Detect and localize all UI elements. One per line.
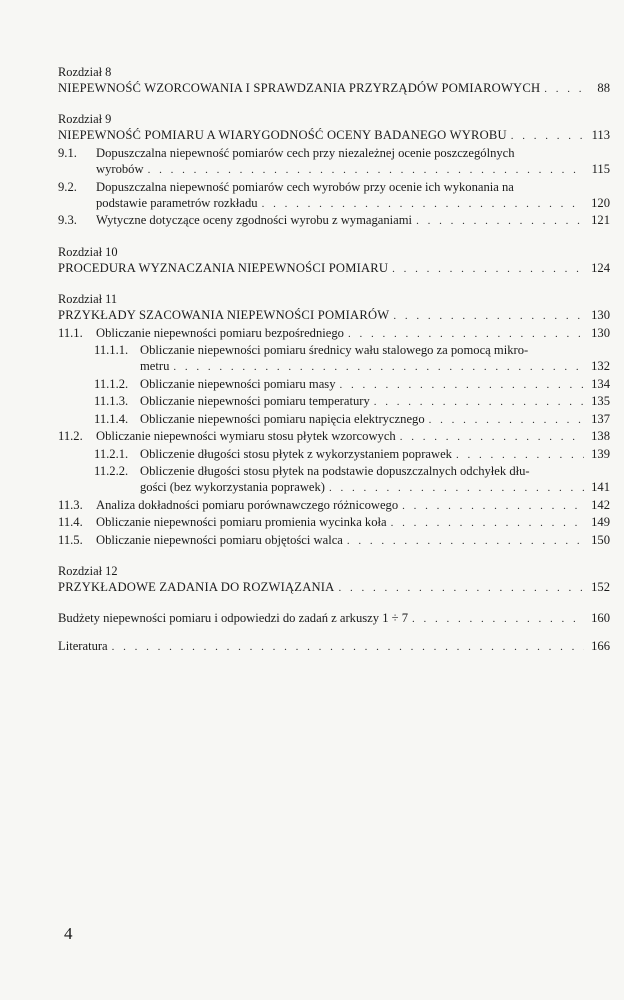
entry-title: NIEPEWNOŚĆ POMIARU A WIARYGODNOŚĆ OCENY BADANEGO WYROBU <box>58 128 507 143</box>
page-reference: 134 <box>591 376 610 391</box>
entry-title: Obliczenie długości stosu płytek z wykorzystaniem poprawek <box>140 446 452 461</box>
page-reference: 160 <box>591 611 610 626</box>
page-reference: 141 <box>591 480 610 495</box>
chapter-label: Rozdział 11 <box>58 292 118 307</box>
toc-extra-entry <box>58 638 610 655</box>
chapter-label: Rozdział 8 <box>58 65 112 79</box>
entry-title: Obliczanie niepewności pomiaru temperatury <box>140 394 370 409</box>
page-reference: 149 <box>591 515 610 530</box>
chapter-label: Rozdział 9 <box>58 112 112 127</box>
toc-entry <box>58 393 610 410</box>
table-of-contents <box>58 64 610 655</box>
page-reference: 132 <box>591 359 610 374</box>
chapter-block <box>58 563 610 596</box>
page-reference: 137 <box>591 411 610 426</box>
section-number: 11.2. <box>58 429 83 444</box>
page-reference: 138 <box>591 429 610 444</box>
entry-title: PROCEDURA WYZNACZANIA NIEPEWNOŚCI POMIARU <box>58 260 389 275</box>
section-number: 9.1. <box>58 145 77 160</box>
entry-title: NIEPEWNOŚĆ WZORCOWANIA I SPRAWDZANIA PRZYRZĄDÓW POMIAROWYCH <box>58 81 541 95</box>
page-reference: 121 <box>591 213 610 228</box>
section-number: 11.1.4. <box>94 411 129 426</box>
toc-entry <box>58 212 610 229</box>
section-number: 11.2.2. <box>94 463 129 478</box>
page-reference: 142 <box>591 497 610 512</box>
entry-title: Wytyczne dotyczące oceny zgodności wyrobu z wymaganiami <box>96 213 413 228</box>
toc-entry <box>58 325 610 342</box>
page-reference: 130 <box>591 308 610 323</box>
toc-entry <box>58 376 610 393</box>
dot-leader <box>148 162 584 178</box>
dot-leader <box>412 611 584 627</box>
toc-extra-entry <box>58 610 610 627</box>
entry-title-line2: wyrobów <box>96 162 144 177</box>
toc-entry-multiline <box>58 342 610 376</box>
section-number: 11.1.3. <box>94 394 129 409</box>
section-number: 11.3. <box>58 497 83 512</box>
page-number: 4 <box>64 924 73 943</box>
section-number: 11.1.1. <box>94 343 129 358</box>
entry-title-line1: Obliczanie niepewności pomiaru średnicy wału stalowego za pomocą mikro- <box>140 343 529 358</box>
dot-leader <box>340 377 585 393</box>
entry-title: Obliczanie niepewności pomiaru masy <box>140 376 336 391</box>
chapter-block <box>58 244 610 277</box>
section-number: 11.1.2. <box>94 376 129 391</box>
dot-leader <box>511 128 584 144</box>
chapter-title-row <box>58 80 610 97</box>
entry-title-line1: Dopuszczalna niepewność pomiarów cech wyrobów przy ocenie ich wykonania na <box>96 179 514 194</box>
chapter-title-row <box>58 579 610 596</box>
toc-entry <box>58 428 610 445</box>
toc-entry-multiline <box>58 145 610 179</box>
toc-entry <box>58 514 610 531</box>
entry-title: Obliczanie niepewności wymiaru stosu płytek wzorcowych <box>96 429 396 444</box>
page-reference: 135 <box>591 394 610 409</box>
dot-leader <box>329 480 584 496</box>
entry-title: Analiza dokładności pomiaru porównawczego różnicowego <box>96 497 399 512</box>
page-reference: 130 <box>591 325 610 340</box>
page-reference: 152 <box>591 579 610 594</box>
entry-title: Obliczanie niepewności pomiaru promienia wycinka koła <box>96 515 387 530</box>
section-number: 11.1. <box>58 325 83 340</box>
section-number: 9.2. <box>58 179 77 194</box>
dot-leader <box>392 261 584 277</box>
page-reference: 166 <box>591 638 610 653</box>
toc-entry <box>58 411 610 428</box>
page-reference: 88 <box>597 81 610 95</box>
dot-leader <box>393 308 584 324</box>
entry-title: PRZYKŁADOWE ZADANIA DO ROZWIĄZANIA <box>58 579 335 594</box>
dot-leader <box>262 196 584 212</box>
dot-leader <box>348 326 584 342</box>
toc-entry <box>58 532 610 549</box>
dot-leader <box>347 533 584 549</box>
dot-leader <box>391 515 584 531</box>
page-reference: 150 <box>591 532 610 547</box>
dot-leader <box>416 213 584 229</box>
page-reference: 139 <box>591 446 610 461</box>
dot-leader <box>374 394 584 410</box>
chapter-label: Rozdział 12 <box>58 563 118 578</box>
section-number: 9.3. <box>58 213 77 228</box>
chapter-title-row <box>58 127 610 144</box>
entry-title-line1: Obliczenie długości stosu płytek na podstawie dopuszczalnych odchyłek dłu- <box>140 463 530 478</box>
entry-title-line2: podstawie parametrów rozkładu <box>96 196 258 211</box>
toc-entry <box>58 446 610 463</box>
entry-title: Obliczanie niepewności pomiaru bezpośredniego <box>96 325 344 340</box>
section-number: 11.4. <box>58 515 83 530</box>
chapter-block <box>58 64 610 97</box>
dot-leader <box>112 639 584 655</box>
dot-leader <box>400 429 584 445</box>
page-reference: 120 <box>591 196 610 211</box>
toc-entry <box>58 497 610 514</box>
entry-title: Obliczanie niepewności pomiaru napięcia elektrycznego <box>140 411 425 426</box>
entry-title: Literatura <box>58 638 108 653</box>
section-number: 11.2.1. <box>94 446 129 461</box>
chapter-title-row <box>58 260 610 277</box>
entry-title-line2: gości (bez wykorzystania poprawek) <box>140 480 325 495</box>
entry-title-line2: metru <box>140 359 170 374</box>
dot-leader <box>338 580 584 596</box>
page-reference: 113 <box>591 128 610 143</box>
entry-title-line1: Dopuszczalna niepewność pomiarów cech przy niezależnej ocenie poszczególnych <box>96 145 515 160</box>
section-number: 11.5. <box>58 532 83 547</box>
entry-title: Obliczanie niepewności pomiaru objętości walca <box>96 532 343 547</box>
page-reference: 124 <box>591 260 610 275</box>
entry-title: Budżety niepewności pomiaru i odpowiedzi do zadań z arkuszy 1 ÷ 7 <box>58 611 408 626</box>
dot-leader <box>544 81 584 97</box>
chapter-label: Rozdział 10 <box>58 244 118 259</box>
entry-title: PRZYKŁADY SZACOWANIA NIEPEWNOŚCI POMIARÓW <box>58 308 390 323</box>
chapter-block <box>58 291 610 549</box>
dot-leader <box>456 447 584 463</box>
page-reference: 115 <box>591 162 610 177</box>
dot-leader <box>173 359 584 375</box>
dot-leader <box>402 498 584 514</box>
toc-entry-multiline <box>58 463 610 497</box>
chapter-title-row <box>58 307 610 324</box>
chapter-block <box>58 111 610 229</box>
toc-entry-multiline <box>58 179 610 213</box>
dot-leader <box>429 412 584 428</box>
